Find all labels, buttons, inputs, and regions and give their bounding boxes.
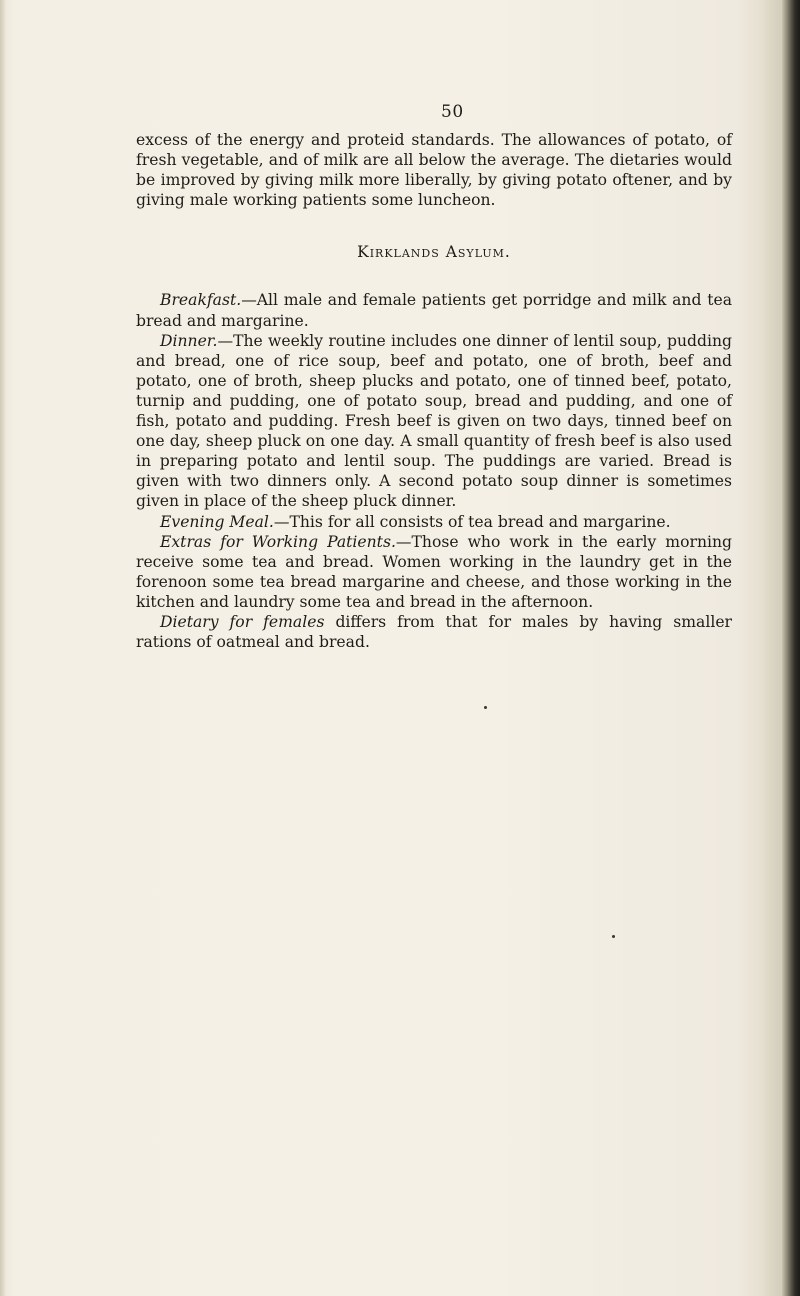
extras-text: —Those who work in the early morning receive some tea and bread. Women working in the laundry get in the forenoon some tea bread margarine and cheese, and those working in the kitchen and laundry some tea and bread in the afternoon. <box>136 532 732 611</box>
extras-label: Extras for Working Patients. <box>160 532 396 551</box>
dietary-females-text: differs from that for males by having smaller rations of oatmeal and bread. <box>136 612 733 652</box>
dietary-females-paragraph <box>136 612 732 652</box>
binding-shadow <box>762 0 782 1296</box>
book-binding-edge <box>782 0 800 1296</box>
extras-paragraph <box>136 532 732 612</box>
evening-meal-label: Evening Meal. <box>160 512 274 531</box>
section-heading: Kirklands Asylum. <box>357 243 511 262</box>
breakfast-label: Breakfast. <box>160 291 242 310</box>
body-text <box>136 130 732 652</box>
paper-speck <box>612 935 615 938</box>
intro-paragraph: excess of the energy and proteid standards. The allowances of potato, of fresh vegetable, and of milk are all below the average. The dietaries would be improved by giving milk more liberally, by giving potato oftener, and by giving male working patients some luncheon. <box>136 131 732 210</box>
page-left-edge <box>0 0 6 1296</box>
page-number: 50 <box>441 102 464 122</box>
dinner-paragraph <box>136 331 732 512</box>
breakfast-paragraph <box>136 290 732 330</box>
evening-meal-text: —This for all consists of tea bread and margarine. <box>273 512 671 531</box>
dinner-text: —The weekly routine includes one dinner of lentil soup, pudding and bread, one of rice soup, beef and potato, one of broth, beef and potato, one of broth, sheep plucks and potato, one of tinned beef, potato, turnip and pudding, one of potato soup, bread and pudding, and one of fish, potato and pudding. Fresh beef is given on two days, tinned beef on one day, sheep pluck on one day. A small quantity of fresh beef is also used in preparing potato and lentil soup. The puddings are varied. Bread is given with two dinners only. A second potato soup dinner is sometimes given in place of the sheep pluck dinner. <box>136 331 732 511</box>
breakfast-text: —All male and female patients get porridge and milk and tea bread and margarine. <box>136 291 732 330</box>
dietary-females-label: Dietary for females <box>160 612 325 631</box>
dinner-label: Dinner. <box>160 331 218 350</box>
paper-speck <box>484 706 487 709</box>
evening-meal-paragraph <box>136 512 732 532</box>
